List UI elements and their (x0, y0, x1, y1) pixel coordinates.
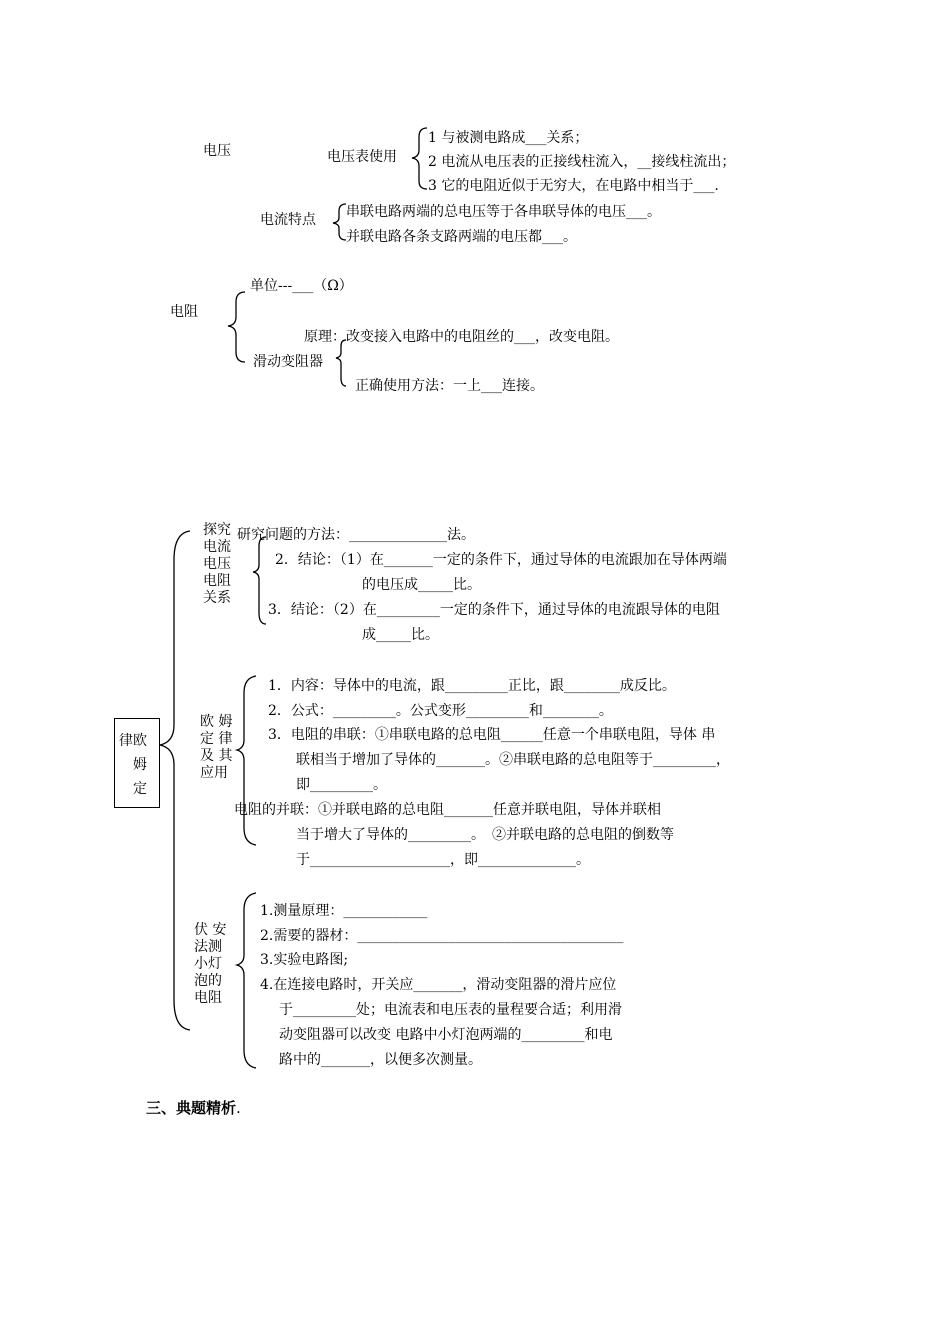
voltage-title: 电压 (203, 143, 231, 159)
brace-law (237, 676, 256, 845)
resistance-unit: 单位---___（Ω） (250, 278, 353, 294)
feature-item-series: 串联电路两端的总电压等于各串联导体的电压___。 (346, 204, 661, 220)
law-series-3: 即_________。 (296, 777, 387, 793)
measure-equipment: 2.需要的器材：______________________________________ (260, 928, 624, 944)
explore-method: 研究问题的方法：______________法。 (237, 527, 475, 543)
brace-meter (412, 128, 427, 189)
voltmeter-item-2: 2 电流从电压表的正接线柱流入，__接线柱流出； (428, 154, 736, 170)
current-feature-label: 电流特点 (260, 212, 316, 228)
resistance-title: 电阻 (170, 304, 198, 320)
brace-resistance (228, 292, 245, 362)
brace-feature (333, 204, 346, 240)
rheostat-label: 滑动变阻器 (253, 354, 323, 370)
ohm-law-title-line-1: 律欧 (119, 733, 147, 749)
measure-principle: 1.测量原理：____________ (260, 903, 428, 919)
law-label: 欧 姆 定 律 及 其 应用 (200, 714, 233, 781)
measure-circuit: 3.实验电路图; (260, 952, 349, 968)
explore-conclusion-2-cont: 成_____比。 (362, 627, 439, 643)
ohm-law-title-box (114, 718, 160, 808)
section-heading: 三、典题精析. (146, 1099, 241, 1117)
law-parallel-2: 当于增大了导体的_________。 ②并联电路的总电阻的倒数等 (296, 827, 674, 843)
voltmeter-usage-label: 电压表使用 (327, 149, 397, 165)
voltmeter-item-1: 1 与被测电路成___关系； (428, 130, 589, 146)
measure-label: 伏 安 法测 小灯 泡的 电阻 (194, 922, 227, 1006)
law-parallel-3: 于____________________，即______________。 (296, 852, 590, 868)
law-series-2: 联相当于增加了导体的_______。②串联电路的总电阻等于_________， (296, 752, 730, 768)
law-series-1: 3．电阻的串联：①串联电路的总电阻______任意一个串联电阻，导体 串 (268, 727, 716, 743)
explore-conclusion-2: 3．结论：（2）在_________一定的条件下，通过导体的电流跟导体的电阻 (268, 602, 720, 618)
ohm-law-title-line-2: 姆 (133, 757, 147, 773)
law-parallel-1: 电阻的并联：①并联电路的总电阻_______任意并联电阻，导体并联相 (234, 802, 661, 818)
brace-measure (237, 893, 256, 1068)
brace-rheostat (336, 340, 346, 386)
explore-label: 探究 电流 电压 电阻 关系 (203, 522, 231, 606)
explore-conclusion-1: 2．结论：（1）在_______一定的条件下，通过导体的电流跟加在导体两端 (275, 552, 727, 568)
law-formula: 2．公式：_________。公式变形_________和________。 (268, 703, 613, 719)
explore-conclusion-1-cont: 的电压成_____比。 (362, 577, 481, 593)
rheostat-principle: 原理：改变接入电路中的电阻丝的___，改变电阻。 (304, 329, 619, 345)
rheostat-usage: 正确使用方法：一上___连接。 (355, 378, 544, 394)
measure-step-1: 4.在连接电路时，开关应_______，滑动变阻器的滑片应位 (260, 977, 617, 993)
ohm-law-title-line-3: 定 (133, 781, 147, 797)
brace-explore (253, 537, 266, 624)
brace-ohm-main (160, 531, 190, 1030)
measure-step-4: 路中的_______，以便多次测量。 (279, 1052, 482, 1068)
feature-item-parallel: 并联电路各条支路两端的电压都___。 (346, 229, 577, 245)
law-content: 1．内容：导体中的电流，跟_________正比，跟________成反比。 (268, 678, 676, 694)
voltmeter-item-3: 3 它的电阻近似于无穷大，在电路中相当于___. (428, 178, 719, 194)
measure-step-2: 于_________处；电流表和电压表的量程要合适；利用滑 (279, 1002, 622, 1018)
measure-step-3: 动变阻器可以改变 电路中小灯泡两端的_________和电 (279, 1027, 613, 1043)
